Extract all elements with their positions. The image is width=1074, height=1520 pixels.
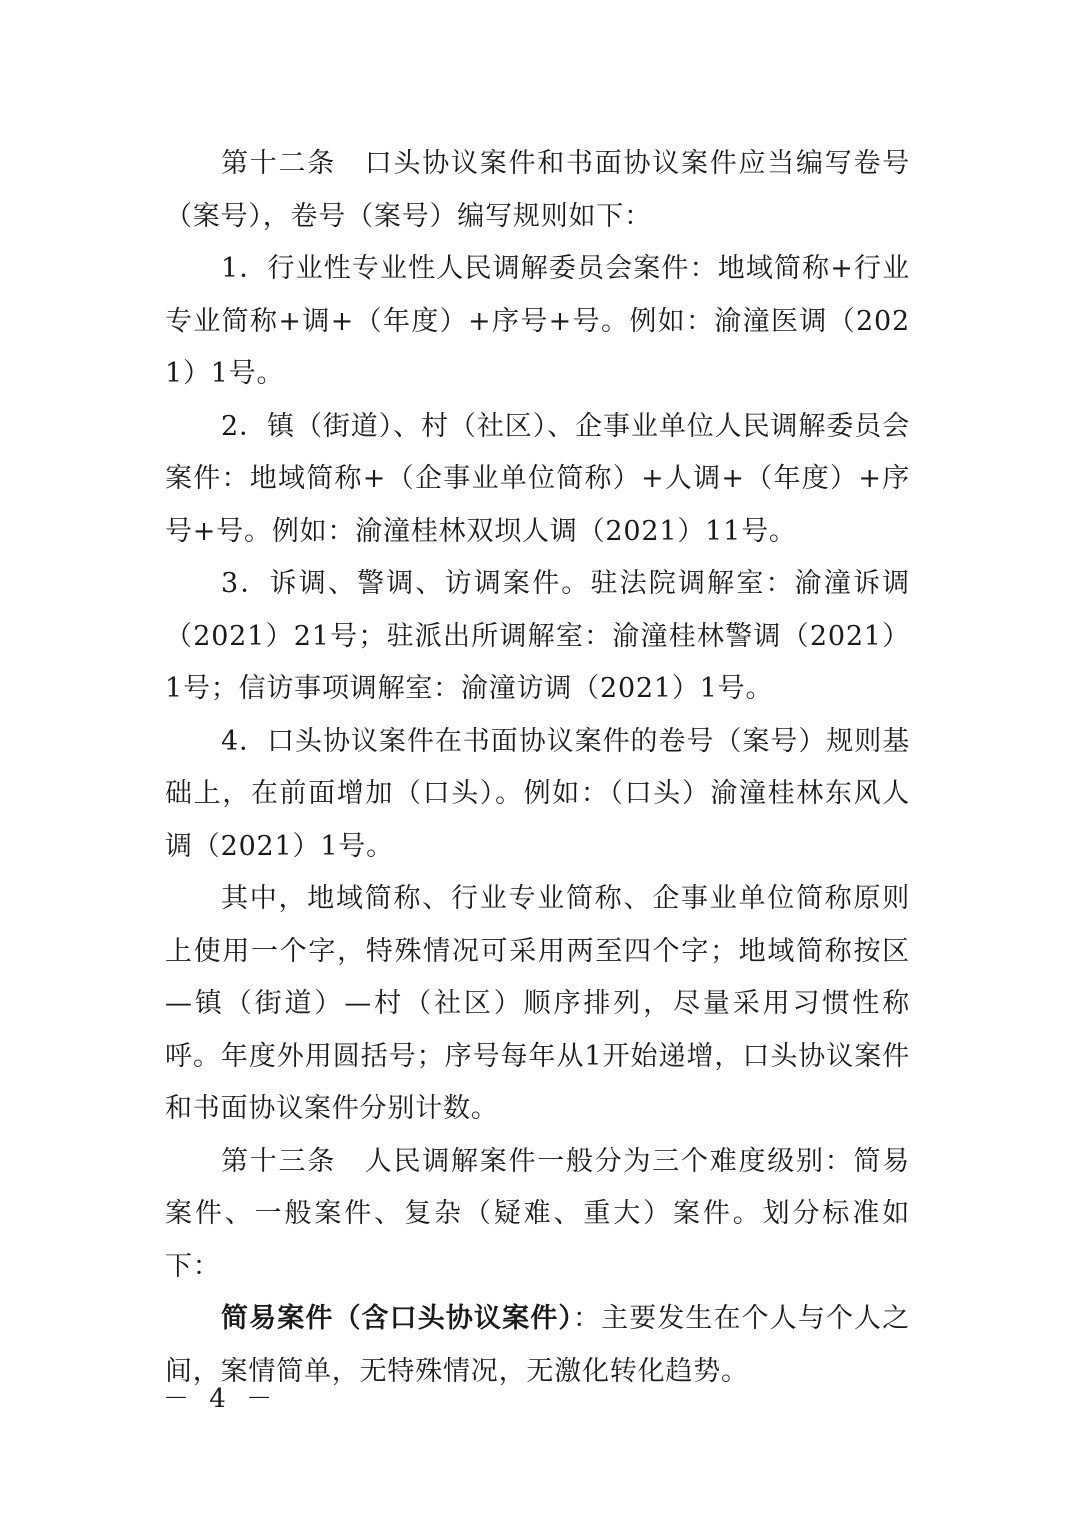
rule-2-text: 2．镇（街道）、村（社区）、企事业单位人民调解委员会案件：地域简称+（企事业单位简称）+人调+（年度）+序号+号。例如：渝潼桂林双坝人调（2021）11号。 <box>165 410 910 547</box>
document-body <box>165 138 910 1398</box>
article-13-heading: 第十三条 <box>221 1145 336 1177</box>
abbreviation-note-paragraph <box>165 873 910 1136</box>
rule-3-paragraph <box>165 558 910 716</box>
page-number: － 4 － <box>163 1384 279 1414</box>
rule-1-paragraph <box>165 243 910 401</box>
article-12-paragraph <box>165 138 910 243</box>
rule-1-text: 1．行业性专业性人民调解委员会案件：地域简称+行业专业简称+调+（年度）+序号+号。例如：渝潼医调（2021）1号。 <box>165 253 910 389</box>
rule-4-text: 4．口头协议案件在书面协议案件的卷号（案号）规则基础上，在前面增加（口头）。例如：（口头）渝潼桂林东风人调（2021）1号。 <box>165 725 910 862</box>
rule-4-paragraph <box>165 716 910 874</box>
rule-2-paragraph <box>165 401 910 559</box>
abbreviation-note-text: 其中，地域简称、行业专业简称、企事业单位简称原则上使用一个字，特殊情况可采用两至四个字；地域简称按区—镇（街道）—村（社区）顺序排列，尽量采用习惯性称呼。年度外用圆括号；序号每年从1开始递增，口头协议案件和书面协议案件分别计数。 <box>165 883 910 1124</box>
article-12-heading: 第十二条 <box>221 148 336 179</box>
simple-case-term: 简易案件（含口头协议案件） <box>221 1303 573 1334</box>
rule-3-text: 3．诉调、警调、访调案件。驻法院调解室：渝潼诉调（2021）21号；驻派出所调解室：渝潼桂林警调（2021）1号；信访事项调解室：渝潼访调（2021）1号。 <box>165 568 910 704</box>
article-12-text: 口头协议案件和书面协议案件应当编写卷号（案号），卷号（案号）编写规则如下： <box>165 148 911 232</box>
article-13-text: 人民调解案件一般分为三个难度级别：简易案件、一般案件、复杂（疑难、重大）案件。划分标准如下： <box>165 1145 911 1282</box>
article-13-paragraph <box>165 1136 910 1294</box>
simple-case-text: ：主要发生在个人与个人之间，案情简单，无特殊情况，无激化转化趋势。 <box>165 1303 910 1387</box>
